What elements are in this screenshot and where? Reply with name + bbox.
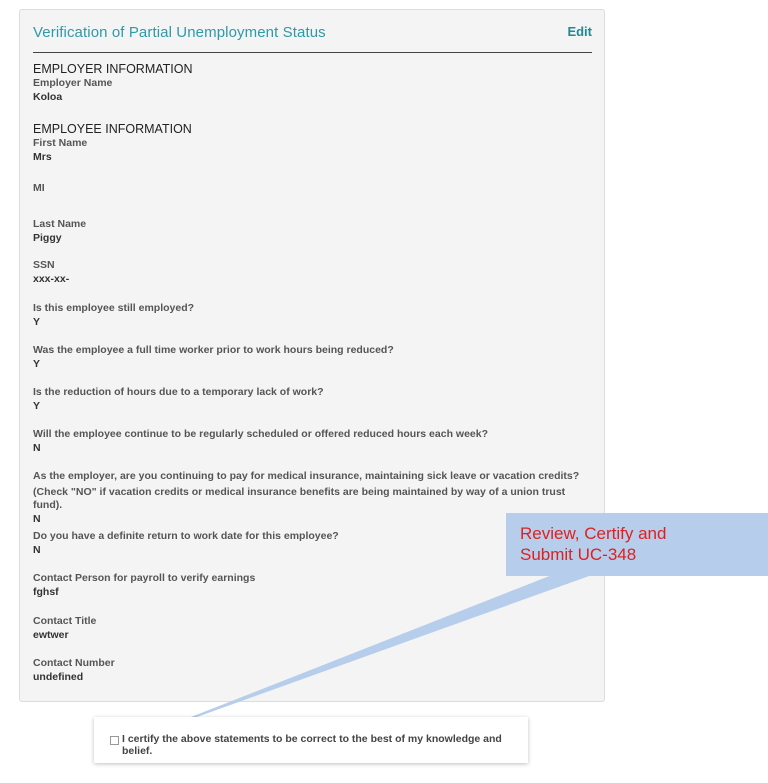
contact-number-value: undefined	[33, 671, 84, 683]
contact-title-value: ewtwer	[33, 629, 69, 641]
contact-person-label: Contact Person for payroll to verify earnings	[33, 572, 256, 584]
mi-label: MI	[33, 182, 45, 194]
question-answer: N	[33, 544, 41, 556]
contact-title-label: Contact Title	[33, 615, 97, 627]
question-answer: Y	[33, 358, 41, 370]
question-text: As the employer, are you continuing to pay for medical insurance, maintaining sick leave or vacation credits?	[33, 470, 580, 482]
employee-section-title: EMPLOYEE INFORMATION	[33, 122, 192, 136]
employer-section-title: EMPLOYER INFORMATION	[33, 62, 193, 76]
question-answer: N	[33, 513, 41, 525]
first-name-value: Mrs	[33, 151, 52, 163]
employer-name-value: Koloa	[33, 91, 63, 103]
last-name-label: Last Name	[33, 218, 87, 230]
question-text: Will the employee continue to be regularly scheduled or offered reduced hours each week?	[33, 428, 489, 440]
employer-name-label: Employer Name	[33, 77, 113, 89]
contact-number-label: Contact Number	[33, 657, 115, 669]
last-name-value: Piggy	[33, 232, 62, 244]
edit-link[interactable]: Edit	[567, 24, 592, 39]
question-note: (Check "NO" if vacation credits or medical insurance benefits are being maintained by way of a union trust fund).	[33, 486, 566, 511]
question-text: Is the reduction of hours due to a temporary lack of work?	[33, 386, 324, 398]
page-title: Verification of Partial Unemployment Status	[33, 24, 326, 41]
ssn-value: xxx-xx-	[33, 273, 70, 285]
callout-line-1: Review, Certify and	[520, 524, 667, 543]
first-name-label: First Name	[33, 137, 88, 149]
question-text: Is this employee still employed?	[33, 302, 195, 314]
certify-box	[94, 717, 528, 763]
question-answer: Y	[33, 316, 41, 328]
callout-text	[520, 523, 740, 565]
certify-checkbox[interactable]	[110, 736, 119, 745]
certify-label[interactable]: I certify the above statements to be correct to the best of my knowledge and belief.	[122, 733, 502, 757]
ssn-label: SSN	[33, 259, 55, 271]
contact-person-value: fghsf	[33, 586, 59, 598]
question-text: Was the employee a full time worker prior to work hours being reduced?	[33, 344, 394, 356]
question-answer: Y	[33, 400, 41, 412]
callout-line-2: Submit UC-348	[520, 545, 637, 564]
question-answer: N	[33, 442, 41, 454]
annotation-callout	[506, 513, 768, 576]
question-text: Do you have a definite return to work date for this employee?	[33, 530, 339, 542]
